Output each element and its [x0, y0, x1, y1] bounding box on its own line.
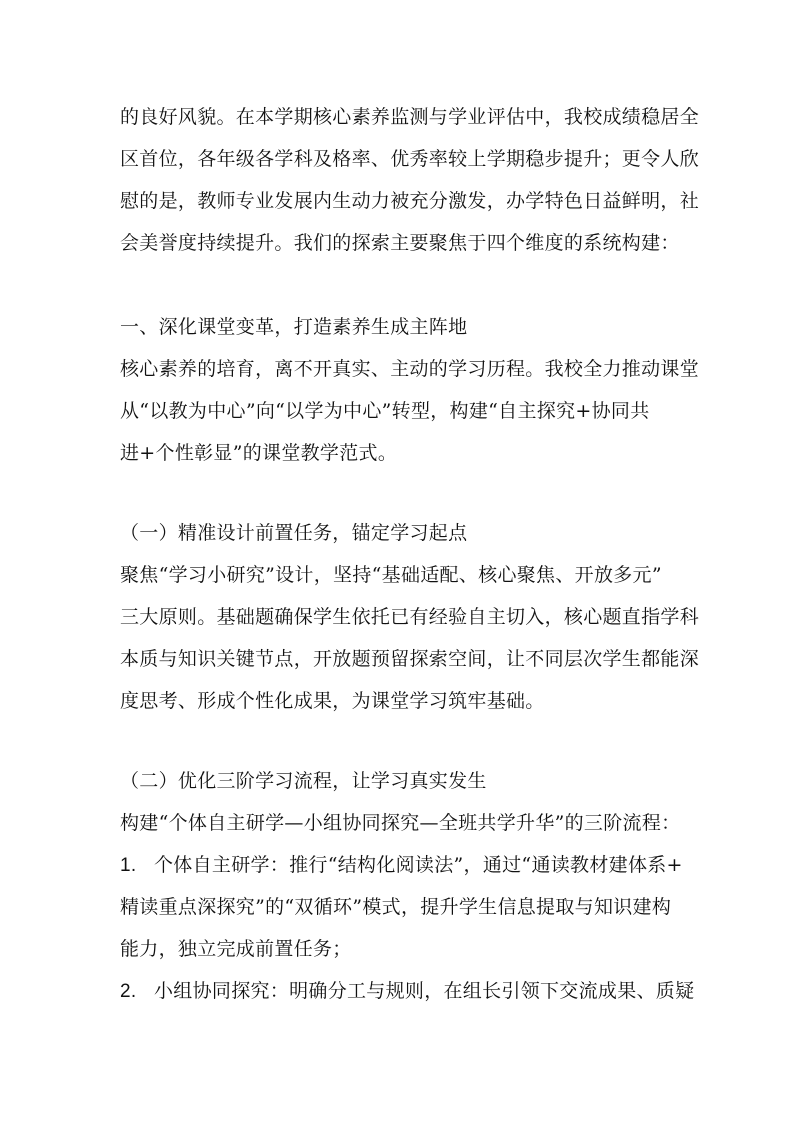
subsection-1-line-4: 度思考、形成个性化成果，为课堂学习筑牢基础。: [120, 690, 545, 712]
list-item-2: [120, 978, 695, 1005]
intro-line-1: 的良好风貌。在本学期核心素养监测与学业评估中，我校成绩稳居全: [120, 106, 700, 128]
list-item-2-number: 2.: [120, 981, 137, 1002]
list-item-1-line-2: 精读重点深探究”的“双循环”模式，提升学生信息提取与知识建构: [120, 896, 672, 918]
list-item-1-number: 1.: [120, 855, 137, 876]
subsection-1-heading: （一）精准设计前置任务，锚定学习起点: [120, 522, 468, 544]
subsection-2-intro: 构建“个体自主研学—小组协同探究—全班共学升华”的三阶流程：: [120, 812, 681, 834]
subsection-1-line-2: 三大原则。基础题确保学生依托已有经验自主切入，核心题直指学科: [120, 606, 700, 628]
list-item-1-line-1: 个体自主研学：推行“结构化阅读法”，通过“通读教材建体系+: [154, 854, 683, 876]
section-1-line-1: 核心素养的培育，离不开真实、主动的学习历程。我校全力推动课堂: [120, 358, 700, 380]
section-1-heading: 一、深化课堂变革，打造素养生成主阵地: [120, 316, 468, 338]
list-item-1-line-3: 能力，独立完成前置任务；: [120, 938, 352, 960]
intro-line-2: 区首位，各年级各学科及格率、优秀率较上学期稳步提升；更令人欣: [120, 148, 700, 170]
subsection-2-heading: （二）优化三阶学习流程，让学习真实发生: [120, 770, 487, 792]
list-item-2-line-1: 小组协同探究：明确分工与规则，在组长引领下交流成果、质疑: [154, 980, 695, 1002]
intro-line-3: 慰的是，教师专业发展内生动力被充分激发，办学特色日益鲜明，社: [120, 190, 700, 212]
section-1-line-2: 从“以教为中心”向“以学为中心”转型，构建“自主探究+协同共: [120, 400, 650, 422]
subsection-1-line-1: 聚焦“学习小研究”设计，坚持“基础适配、核心聚焦、开放多元”: [120, 564, 662, 586]
list-item-1: [120, 852, 683, 879]
section-1-line-3: 进+个性彰显”的课堂教学范式。: [120, 442, 398, 464]
intro-line-4: 会美誉度持续提升。我们的探索主要聚焦于四个维度的系统构建：: [120, 232, 680, 254]
subsection-1-line-3: 本质与知识关键节点，开放题预留探索空间，让不同层次学生都能深: [120, 648, 700, 670]
